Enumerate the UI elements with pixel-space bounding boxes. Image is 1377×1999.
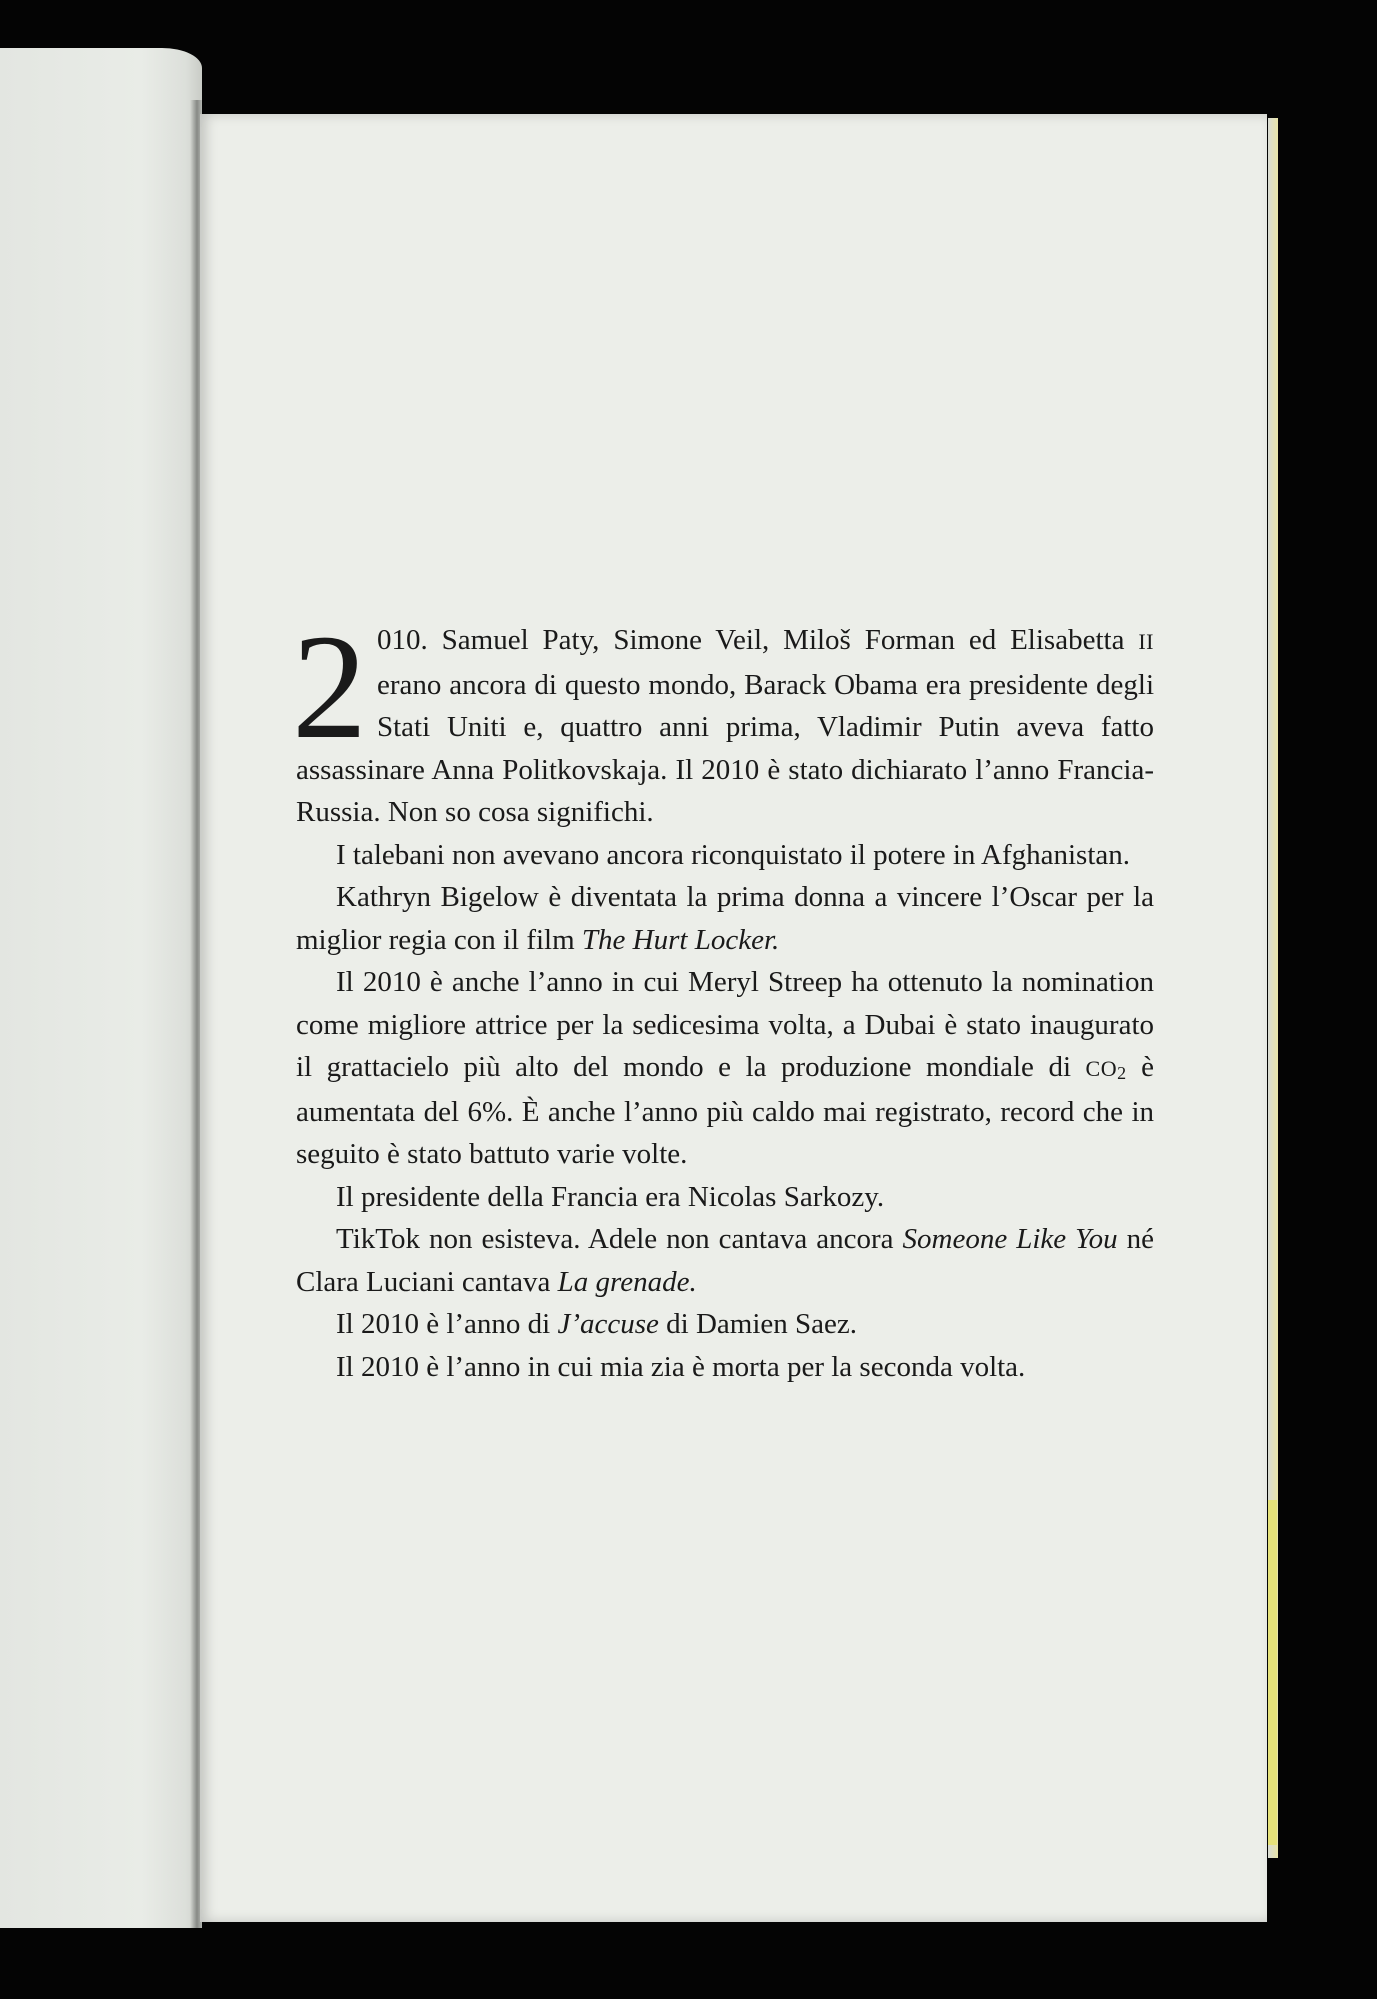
paragraph-6-text: TikTok non esisteva. Adele non cantava ancora	[336, 1223, 903, 1255]
paragraph-4	[296, 961, 1154, 1176]
song-title-3: J’accuse	[557, 1308, 659, 1340]
co2-formula	[1086, 1056, 1127, 1081]
paragraph-3-text: Kathryn Bigelow è diventata la prima donna a vincere l’Oscar per la miglior regia con il film	[296, 881, 1154, 956]
film-title: The Hurt Locker.	[581, 923, 780, 956]
paragraph-4-after: è aumentata del 6%. È anche l’anno più caldo mai registrato, record che in seguito è stato battuto varie volte.	[296, 1051, 1154, 1170]
paragraph-6	[296, 1218, 1154, 1303]
paragraph-7	[296, 1303, 1154, 1346]
paragraph-1	[292, 604, 1154, 834]
song-title-2: La grenade.	[557, 1265, 697, 1298]
co2-subscript: 2	[1117, 1063, 1127, 1083]
paragraph-7-text: Il 2010 è l’anno di	[336, 1308, 558, 1340]
paragraph-1-start: 010. Samuel Paty, Simone Veil, Miloš Forman ed Elisabetta	[377, 624, 1139, 656]
paragraph-4-text: Il 2010 è anche l’anno in cui Meryl Streep ha ottenuto la nomination come migliore attrice per la sedicesima volta, a Dubai è stato inaugurato il grattacielo più alto del mondo e la produzione mondiale di	[296, 966, 1154, 1083]
co2-letters: CO	[1085, 1056, 1118, 1081]
paragraph-5: Il presidente della Francia era Nicolas Sarkozy.	[336, 1180, 885, 1213]
paragraph-6-middle: né Clara Luciani cantava	[296, 1223, 1155, 1298]
regnal-numeral: II	[1138, 629, 1154, 654]
paragraph-1-rest: erano ancora di questo mondo, Barack Obama era presidente degli Stati Uniti e, quattro anni prima, Vladimir Putin aveva fatto assassinare Anna Politkovskaja. Il 2010 è stato dichiarato l’anno Francia-Russia. Non so cosa significhi.	[296, 668, 1154, 828]
paragraph-2: I talebani non avevano ancora riconquistato il potere in Afghanistan.	[336, 838, 1131, 871]
yellow-bookmark-strip	[1268, 1500, 1277, 1845]
left-page	[0, 48, 202, 1928]
chapter-text	[292, 604, 1155, 1388]
paragraph-3	[296, 876, 1154, 961]
paragraph-7-after: di Damien Saez.	[658, 1308, 858, 1340]
song-title-1: Someone Like You	[902, 1223, 1118, 1255]
paragraph-8: Il 2010 è l’anno in cui mia zia è morta per la seconda volta.	[336, 1350, 1026, 1383]
right-page	[200, 114, 1267, 1922]
drop-cap: 2	[292, 604, 367, 770]
